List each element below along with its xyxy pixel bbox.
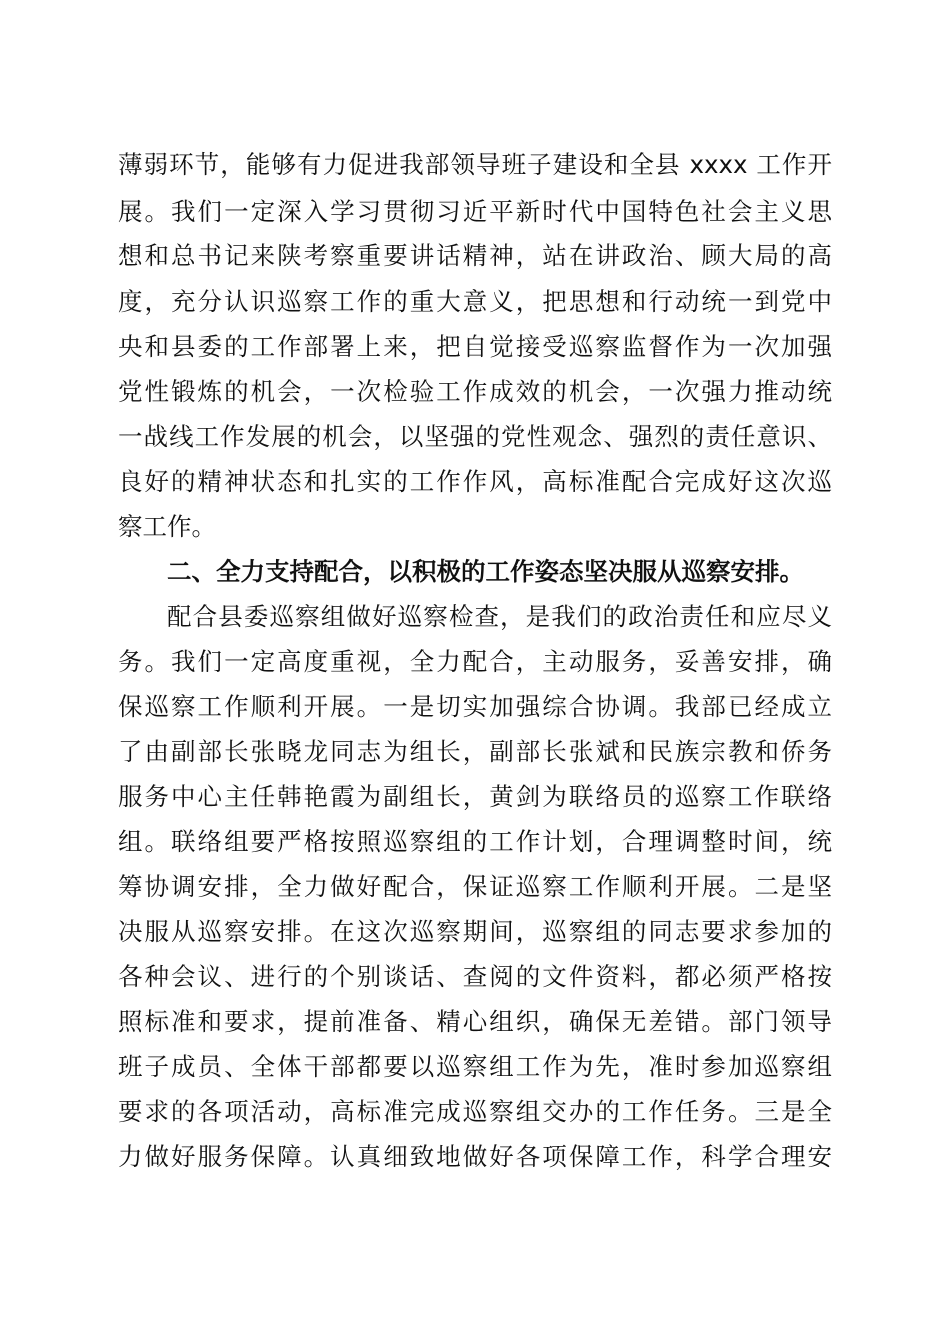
paragraph-line: 展。我们一定深入学习贯彻习近平新时代中国特色社会主义思 <box>118 197 832 226</box>
paragraph-line: 服务中心主任韩艳霞为副组长，黄剑为联络员的巡察工作联络 <box>118 782 832 811</box>
paragraph-line: 要求的各项活动，高标准完成巡察组交办的工作任务。三是全 <box>118 1097 832 1126</box>
paragraph-line: 度，充分认识巡察工作的重大意义，把思想和行动统一到党中 <box>118 287 832 316</box>
paragraph-line: 党性锻炼的机会，一次检验工作成效的机会，一次强力推动统 <box>118 377 832 406</box>
paragraph-line: 配合县委巡察组做好巡察检查，是我们的政治责任和应尽义 <box>167 602 832 631</box>
paragraph-line: 筹协调安排，全力做好配合，保证巡察工作顺利开展。二是坚 <box>118 872 832 901</box>
paragraph-line: 良好的精神状态和扎实的工作作风，高标准配合完成好这次巡 <box>118 467 832 496</box>
paragraph-line: 班子成员、全体干部都要以巡察组工作为先，准时参加巡察组 <box>118 1052 832 1081</box>
paragraph-line: 一战线工作发展的机会，以坚强的党性观念、强烈的责任意识、 <box>118 422 832 451</box>
paragraph-line: 察工作。 <box>118 512 216 541</box>
paragraph-line: 保巡察工作顺利开展。一是切实加强综合协调。我部已经成立 <box>118 692 832 721</box>
paragraph-line: 薄弱环节，能够有力促进我部领导班子建设和全县 xxxx 工作开 <box>118 150 832 179</box>
paragraph-line: 组。联络组要严格按照巡察组的工作计划，合理调整时间，统 <box>118 827 832 856</box>
paragraph-line: 务。我们一定高度重视，全力配合，主动服务，妥善安排，确 <box>118 647 832 676</box>
paragraph-line: 各种会议、进行的个别谈话、查阅的文件资料，都必须严格按 <box>118 962 832 991</box>
paragraph-line: 央和县委的工作部署上来，把自觉接受巡察监督作为一次加强 <box>118 332 832 361</box>
paragraph-line: 决服从巡察安排。在这次巡察期间，巡察组的同志要求参加的 <box>118 917 832 946</box>
section-heading: 二、全力支持配合，以积极的工作姿态坚决服从巡察安排。 <box>167 557 804 586</box>
paragraph-line: 了由副部长张晓龙同志为组长，副部长张斌和民族宗教和侨务 <box>118 737 832 766</box>
paragraph-line: 照标准和要求，提前准备、精心组织，确保无差错。部门领导 <box>118 1007 832 1036</box>
paragraph-line: 力做好服务保障。认真细致地做好各项保障工作，科学合理安 <box>118 1142 832 1171</box>
paragraph-line: 想和总书记来陕考察重要讲话精神，站在讲政治、顾大局的高 <box>118 241 832 270</box>
